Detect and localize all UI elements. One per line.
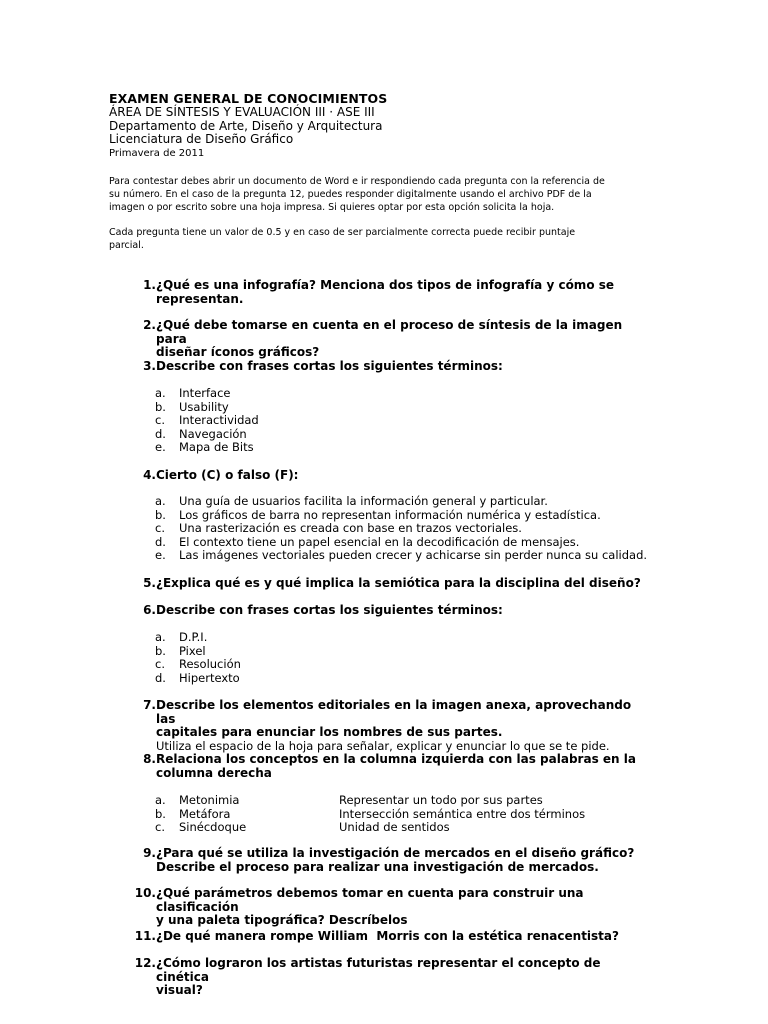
- option-letter: e.: [155, 440, 166, 455]
- question-1: [130, 279, 650, 306]
- question-number: 1.: [143, 278, 156, 292]
- exam-department: Departamento de Arte, Diseño y Arquitectura: [109, 118, 383, 133]
- option-item: [155, 522, 675, 536]
- question-number: 5.: [143, 576, 156, 590]
- exam-area: ÁREA DE SÍNTESIS Y EVALUACIÓN III · ASE III: [109, 105, 375, 119]
- question-8-options: [155, 794, 675, 835]
- option-letter: b.: [155, 806, 166, 821]
- question-4-options: [155, 495, 675, 563]
- option-text: Una guía de usuarios facilita la información general y particular.: [179, 494, 548, 508]
- question-12: [130, 957, 650, 998]
- question-number: 9.: [143, 846, 156, 860]
- question-text: ¿Cómo lograron los artistas futuristas representar el concepto de cinética: [156, 956, 601, 984]
- question-number: 2.: [143, 318, 156, 332]
- option-letter: c.: [155, 413, 165, 428]
- question-7: [130, 699, 650, 753]
- option-item: [155, 428, 675, 442]
- option-letter: a.: [155, 793, 166, 807]
- question-number: 7.: [143, 698, 156, 712]
- question-6-options: [155, 631, 675, 685]
- option-letter: a.: [155, 494, 166, 508]
- option-item: [155, 549, 675, 563]
- option-item: [155, 821, 675, 835]
- question-text: Describe con frases cortas los siguientes términos:: [156, 359, 503, 373]
- question-4: [130, 469, 650, 483]
- instructions-paragraph-2: [109, 226, 669, 252]
- instructions-line: parcial.: [109, 240, 144, 251]
- exam-title: EXAMEN GENERAL DE CONOCIMIENTOS: [109, 91, 388, 106]
- option-item: [155, 495, 675, 509]
- question-9: [130, 847, 650, 874]
- question-2: [130, 319, 650, 360]
- option-right-text: Intersección semántica entre dos términos: [339, 806, 586, 821]
- question-text: y una paleta tipográfica? Descríbelos: [156, 913, 408, 927]
- question-text: Relaciona los conceptos en la columna izquierda con las palabras en la: [156, 752, 636, 766]
- option-item: [155, 645, 675, 659]
- option-text: El contexto tiene un papel esencial en la decodificación de mensajes.: [179, 534, 580, 549]
- option-text: D.P.I.: [179, 630, 208, 644]
- question-3: [130, 360, 650, 374]
- option-text: Los gráficos de barra no representan información numérica y estadística.: [179, 507, 601, 522]
- option-text: Sinécdoque: [179, 820, 247, 835]
- question-number: 4.: [143, 468, 156, 482]
- option-text: Metáfora: [179, 806, 231, 821]
- option-item: [155, 401, 675, 415]
- option-letter: e.: [155, 548, 166, 563]
- instructions-line: su número. En el caso de la pregunta 12, puedes responder digitalmente usando el archivo PDF de la: [109, 189, 592, 200]
- question-text: ¿De qué manera rompe William Morris con la estética renacentista?: [156, 929, 619, 943]
- option-item: [155, 441, 675, 455]
- question-3-options: [155, 387, 675, 455]
- question-text: ¿Qué es una infografía? Menciona dos tipos de infografía y cómo se: [156, 278, 615, 292]
- question-text: Describe con frases cortas los siguientes términos:: [156, 603, 503, 617]
- question-text: capitales para enunciar los nombres de sus partes.: [156, 725, 503, 739]
- option-right-text: Representar un todo por sus partes: [339, 793, 543, 807]
- option-text: Interface: [179, 386, 231, 400]
- instructions-paragraph-1: [109, 175, 669, 214]
- option-text: Pixel: [179, 643, 206, 658]
- question-number: 8.: [143, 752, 156, 766]
- question-text: visual?: [156, 983, 203, 997]
- option-item: [155, 794, 675, 808]
- instructions-line: Cada pregunta tiene un valor de 0.5 y en caso de ser parcialmente correcta puede recibir puntaje: [109, 227, 576, 238]
- question-8: [130, 753, 650, 780]
- question-number: 10.: [134, 886, 156, 900]
- option-text: Resolución: [179, 657, 241, 672]
- question-text: ¿Para qué se utiliza la investigación de mercados en el diseño gráfico?: [156, 846, 635, 860]
- option-letter: d.: [155, 670, 166, 685]
- question-text: ¿Qué parámetros debemos tomar en cuenta para construir una clasificación: [156, 886, 584, 914]
- option-letter: b.: [155, 643, 166, 658]
- question-6: [130, 604, 650, 618]
- instructions-line: imagen o por escrito sobre una hoja impresa. Si quieres optar por esta opción solicita la hoja.: [109, 202, 555, 213]
- question-number: 6.: [143, 603, 156, 617]
- option-item: [155, 387, 675, 401]
- question-11: [130, 930, 650, 944]
- option-text: Una rasterización es creada con base en trazos vectoriales.: [179, 521, 522, 536]
- option-letter: c.: [155, 820, 165, 835]
- option-letter: a.: [155, 630, 166, 644]
- option-text: Navegación: [179, 426, 247, 441]
- option-text: Las imágenes vectoriales pueden crecer y achicarse sin perder nunca su calidad.: [179, 548, 648, 563]
- option-item: [155, 808, 675, 822]
- option-letter: b.: [155, 399, 166, 414]
- question-text: diseñar íconos gráficos?: [156, 345, 320, 359]
- option-letter: d.: [155, 426, 166, 441]
- question-text: Describe el proceso para realizar una investigación de mercados.: [156, 859, 599, 874]
- question-text: ¿Explica qué es y qué implica la semiótica para la disciplina del diseño?: [156, 576, 641, 590]
- question-note: Utiliza el espacio de la hoja para señalar, explicar y enunciar lo que se te pide.: [156, 738, 610, 753]
- question-text: Cierto (C) o falso (F):: [156, 468, 299, 482]
- exam-term: Primavera de 2011: [109, 147, 205, 159]
- option-item: [155, 658, 675, 672]
- question-number: 3.: [143, 359, 156, 373]
- question-text: Describe los elementos editoriales en la imagen anexa, aprovechando las: [156, 698, 632, 726]
- instructions-line: Para contestar debes abrir un documento de Word e ir respondiendo cada pregunta con la referencia de: [109, 176, 605, 187]
- question-number: 11.: [134, 929, 156, 943]
- option-letter: a.: [155, 386, 166, 400]
- question-5: [130, 577, 650, 591]
- option-letter: c.: [155, 521, 165, 536]
- option-letter: d.: [155, 534, 166, 549]
- option-right-text: Unidad de sentidos: [339, 820, 450, 835]
- exam-header: [109, 91, 669, 160]
- option-text: Metonimia: [179, 793, 240, 807]
- option-item: [155, 509, 675, 523]
- option-text: Usability: [179, 399, 229, 414]
- option-text: Interactividad: [179, 413, 259, 428]
- question-text: columna derecha: [156, 765, 272, 780]
- option-item: [155, 414, 675, 428]
- option-letter: c.: [155, 657, 165, 672]
- option-item: [155, 672, 675, 686]
- question-text: ¿Qué debe tomarse en cuenta en el proceso de síntesis de la imagen para: [156, 318, 623, 346]
- option-item: [155, 631, 675, 645]
- question-text: representan.: [156, 291, 244, 306]
- question-number: 12.: [134, 956, 156, 970]
- option-text: Hipertexto: [179, 670, 240, 685]
- question-10: [130, 887, 650, 928]
- option-letter: b.: [155, 507, 166, 522]
- option-item: [155, 536, 675, 550]
- option-text: Mapa de Bits: [179, 440, 254, 455]
- exam-degree: Licenciatura de Diseño Gráfico: [109, 132, 294, 147]
